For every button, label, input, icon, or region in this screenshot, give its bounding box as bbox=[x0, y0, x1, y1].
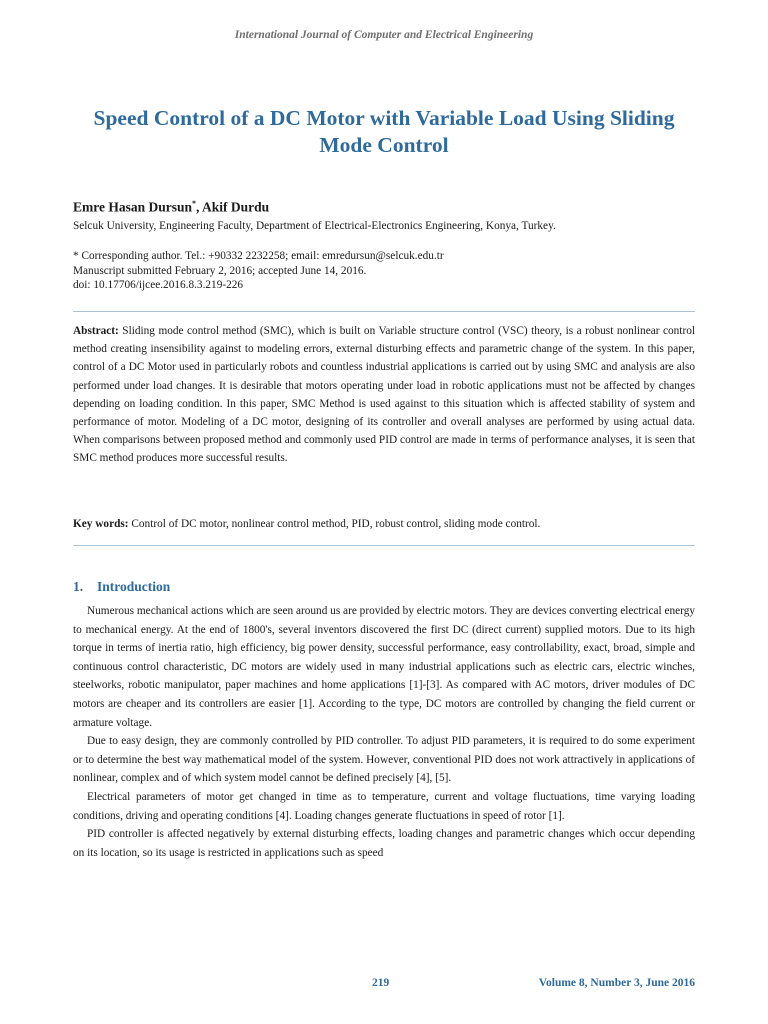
author-primary: Emre Hasan Dursun bbox=[73, 199, 193, 215]
doi: doi: 10.17706/ijcee.2016.8.3.219-226 bbox=[73, 279, 244, 292]
paragraph: Due to easy design, they are commonly controlled by PID controller. To adjust PID parameters, it is required to do some experiment or to determine the best way mathematical model of the system. However, conventional PID does not work attractively in applications of nonlinear, complex and of which system model cannot be defined precisely [4], [5]. bbox=[73, 735, 695, 785]
paragraph: PID controller is affected negatively by external disturbing effects, loading changes and parametric changes which occur depending on its location, so its usage is restricted in applications such as speed bbox=[73, 828, 695, 859]
keywords bbox=[73, 518, 695, 530]
introduction-body bbox=[73, 602, 695, 862]
keywords-label: Key words: bbox=[73, 518, 129, 530]
journal-name: International Journal of Computer and Electrical Engineering bbox=[234, 29, 534, 41]
paper-title: Speed Control of a DC Motor with Variable Load Using Sliding Mode Control bbox=[93, 106, 675, 157]
volume-info: Volume 8, Number 3, June 2016 bbox=[538, 977, 695, 989]
paragraph: Numerous mechanical actions which are seen around us are provided by electric motors. They are devices converting electrical energy to mechanical energy. At the end of 1800's, several inventors discovered the first DC (direct current) supplied motors. Due to its high torque in terms of inertia ratio, high efficiency, big power density, successful performance, easy controllability, exact, broad, simple and continuous control characteristic, DC motors are widely used in many industrial applications such as electric cars, electric winches, steelworks, robotic manipulator, paper machines and home applications [1]-[3]. As compared with AC motors, driver modules of DC motors are cheaper and its controllers are easier [1]. According to the type, DC motors are controlled by changing the field current or armature voltage. bbox=[73, 605, 695, 729]
authors bbox=[73, 199, 269, 216]
section-title: Introduction bbox=[97, 579, 171, 594]
affiliation: Selcuk University, Engineering Faculty, Department of Electrical-Electronics Engineering, Konya, Turkey. bbox=[73, 220, 556, 232]
keywords-text: Control of DC motor, nonlinear control method, PID, robust control, sliding mode control. bbox=[128, 518, 541, 530]
abstract-text: Sliding mode control method (SMC), which is built on Variable structure control (VSC) theory, is a robust nonlinear control method creating insensibility against to modeling errors, external disturbing effects and parametric change of the system. In this paper, control of a DC Motor used in particularly robots and countless industrial applications is carried out by using SMC and analysis are also performed under load changes. It is desirable that motors operating under load in robotic applications must not be affected by changes depending on loading condition. In this paper, SMC Method is used against to this situation which is affected stability of system and performance of motor. Modeling of a DC motor, designing of its controller and overall analyses are performed by using actual data. When comparisons between proposed method and commonly used PID control are made in terms of performance analyses, it is seen that SMC method produces more successful results. bbox=[73, 325, 695, 465]
manuscript-dates: Manuscript submitted February 2, 2016; accepted June 14, 2016. bbox=[73, 264, 367, 277]
page-number: 219 bbox=[372, 977, 390, 989]
divider-top bbox=[73, 311, 695, 312]
divider-bottom bbox=[73, 545, 695, 546]
corresponding-author: * Corresponding author. Tel.: +90332 2232258; email: emredursun@selcuk.edu.tr bbox=[73, 250, 444, 262]
page-footer bbox=[73, 977, 695, 993]
abstract-label: Abstract: bbox=[73, 325, 119, 337]
corresponding-mark: * bbox=[192, 199, 197, 208]
author-secondary: , Akif Durdu bbox=[196, 199, 270, 215]
section-heading bbox=[73, 579, 170, 595]
section-number: 1. bbox=[73, 579, 84, 594]
paper-meta bbox=[73, 249, 695, 293]
paragraph: Electrical parameters of motor get changed in time as to temperature, current and voltage fluctuations, time varying loading conditions, driving and operating conditions [4]. Loading changes generate fluctuations in speed of rotor [1]. bbox=[73, 790, 695, 822]
abstract bbox=[73, 322, 695, 468]
